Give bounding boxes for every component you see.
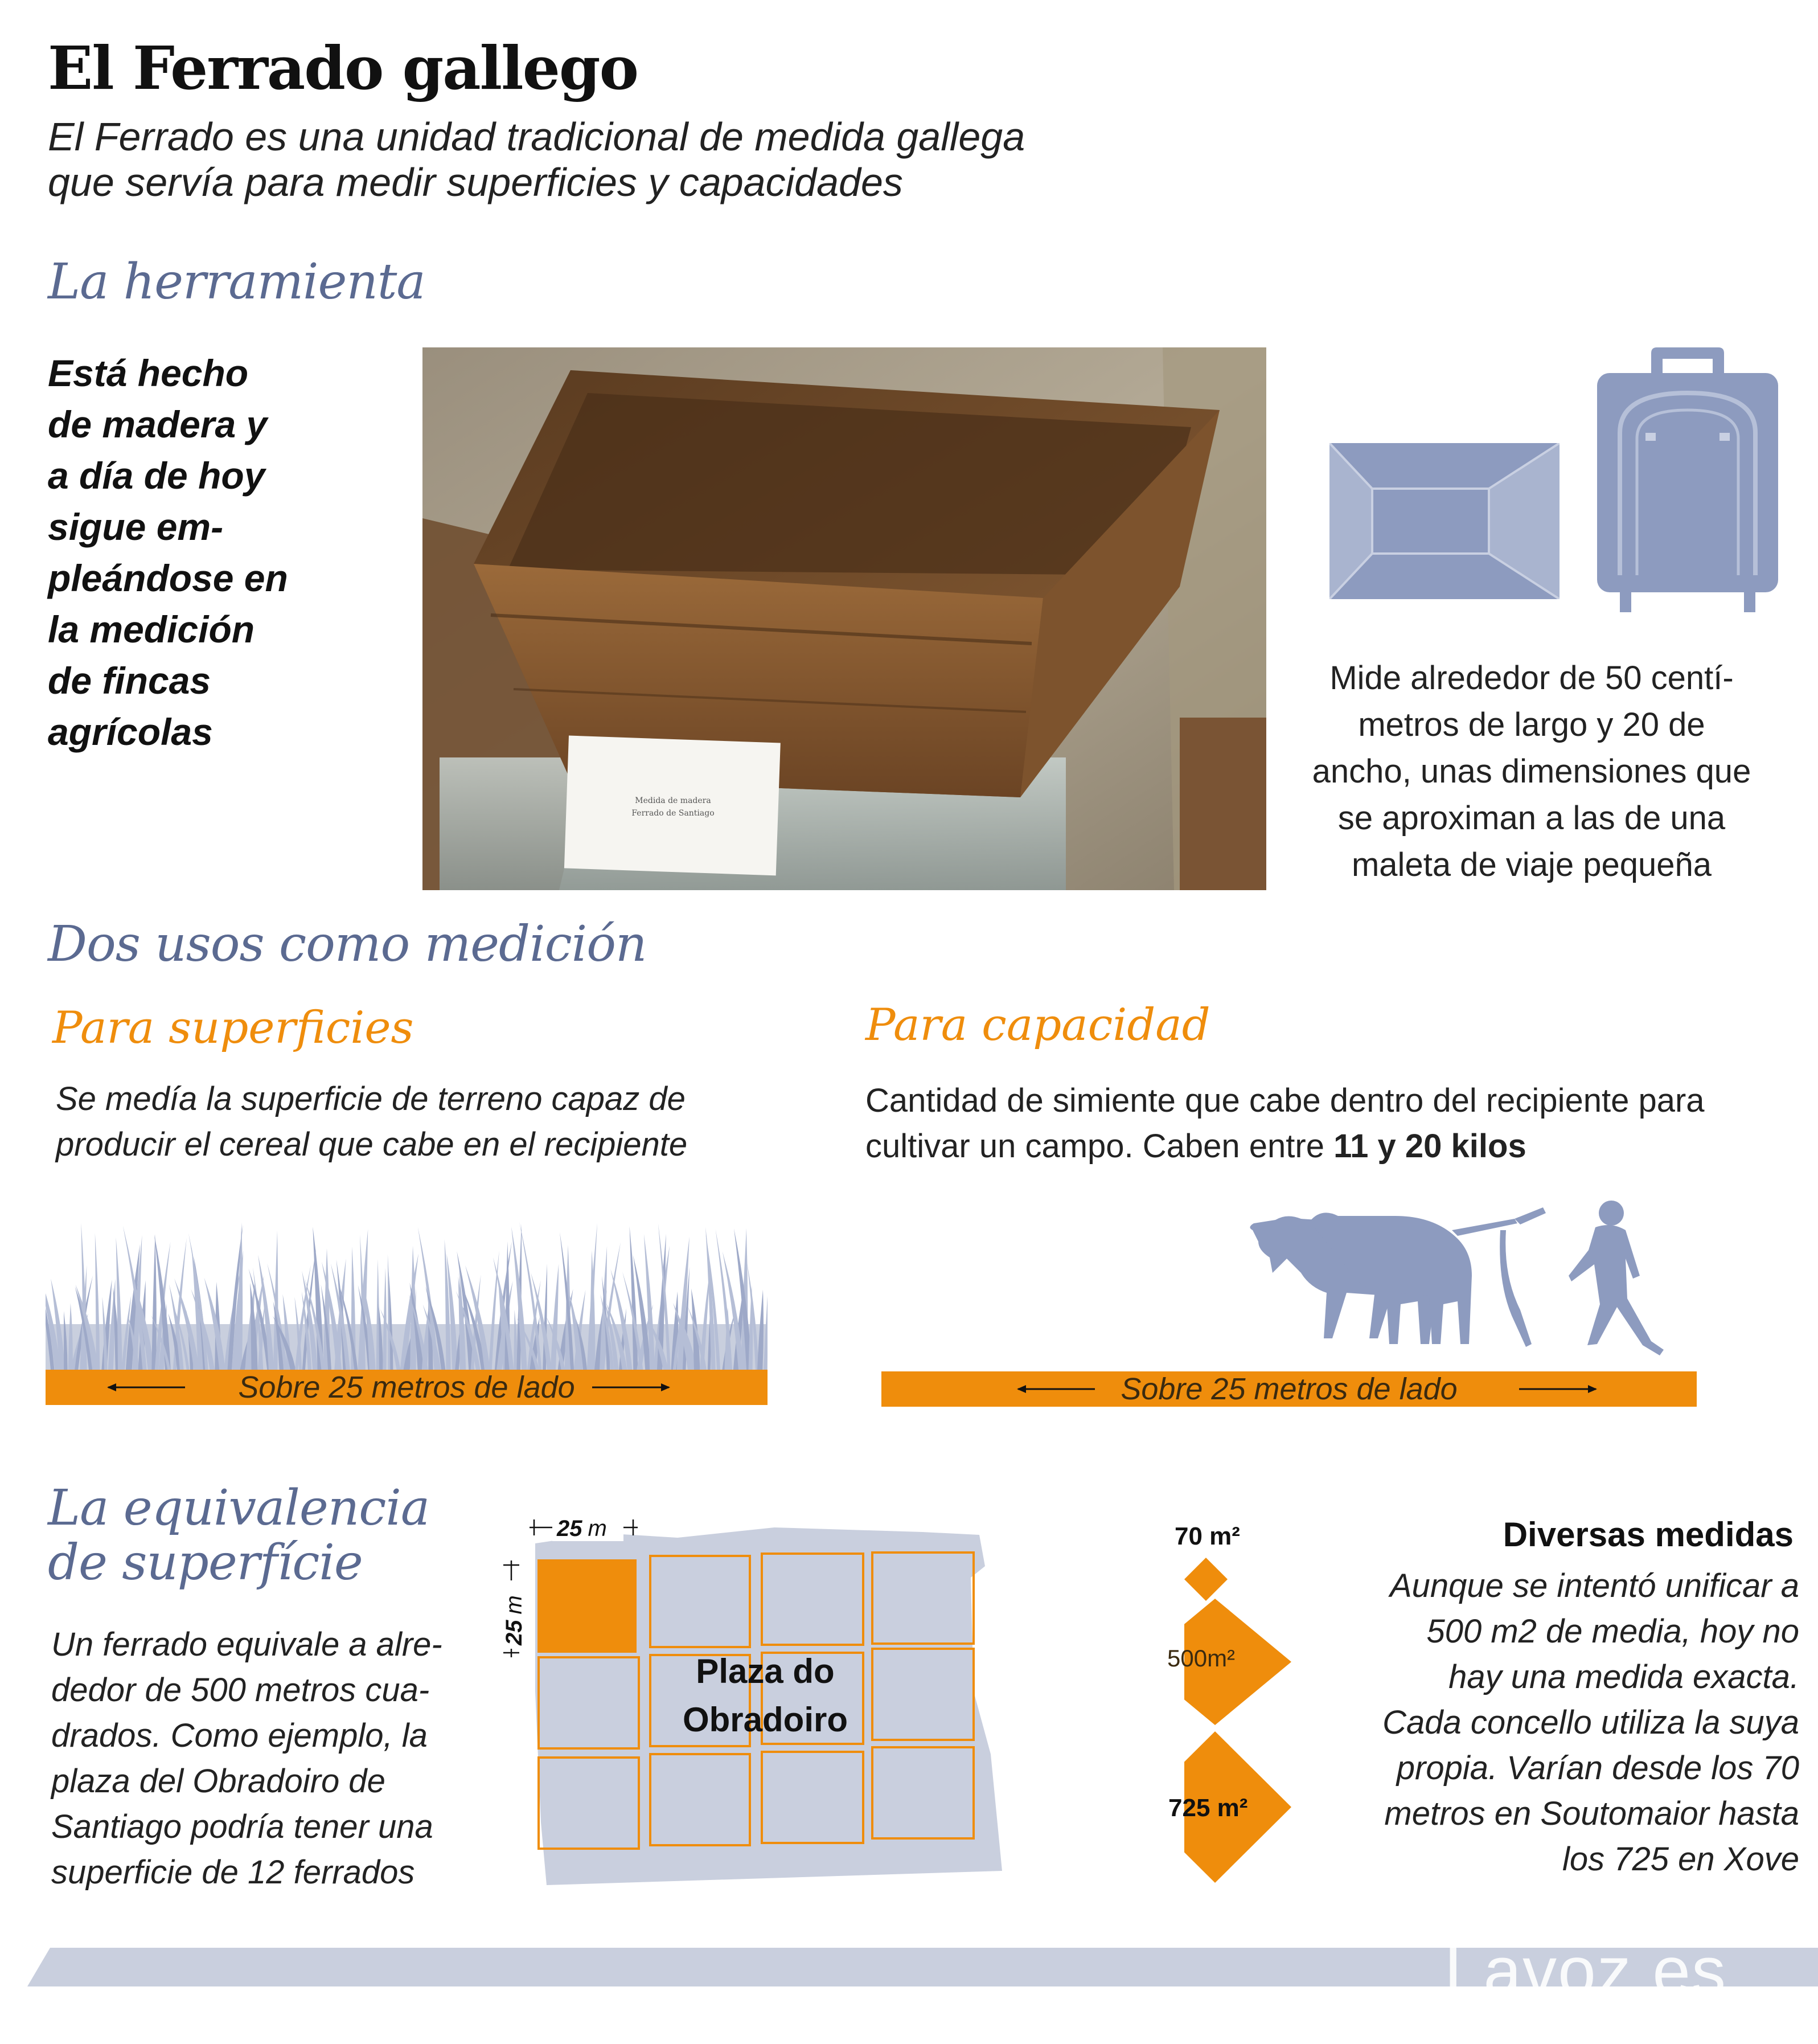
equivalencia-text <box>51 1622 507 1895</box>
desc-line <box>865 1124 1805 1169</box>
text-line: los 725 en Xove <box>1562 1841 1799 1878</box>
ferrado-square-highlight <box>539 1560 635 1652</box>
text-line: dedor de 500 metros cua- <box>51 1672 430 1709</box>
text-line: Aunque se intentó unificar a <box>1389 1567 1799 1604</box>
diamond-70 <box>1184 1558 1228 1601</box>
footer-brand-logo[interactable]: Lavoz.es <box>1444 1933 1727 2009</box>
heading-line: de superfície <box>48 1534 363 1591</box>
grass-illustration <box>46 1219 768 1370</box>
section-heading-herramienta: La herramienta <box>48 253 425 310</box>
desc-line: Cantidad de simiente que cabe dentro del recipiente para <box>865 1082 1705 1119</box>
text-line: 500 m2 de media, hoy no <box>1426 1613 1799 1650</box>
mide-line: ancho, unas dimensiones que <box>1312 753 1751 790</box>
text-line: hay una medida exacta. <box>1448 1658 1799 1695</box>
intro-line: de fincas <box>48 660 211 702</box>
plaza-label-line1: Plaza do <box>696 1652 835 1690</box>
plaza-map <box>490 1504 1065 1891</box>
desc-line: producir el cereal que cabe en el recipiente <box>56 1126 688 1163</box>
subtitle-line: El Ferrado es una unidad tradicional de medida gallega <box>48 114 1025 159</box>
text-line: propia. Varían desde los 70 <box>1396 1750 1799 1787</box>
text-line: Santiago podría tener una <box>51 1808 433 1845</box>
text-line: drados. Como ejemplo, la <box>51 1717 428 1754</box>
herramienta-intro <box>48 347 367 757</box>
card-text: Medida de madera <box>635 796 711 805</box>
diversas-text <box>1327 1563 1799 1882</box>
intro-line: agrícolas <box>48 711 213 753</box>
card-text: Ferrado de Santiago <box>631 809 715 818</box>
plaza-map-svg <box>490 1504 1065 1891</box>
suitcase-icon <box>1597 347 1778 612</box>
mide-line: se aproximan a las de una <box>1337 800 1726 837</box>
intro-line: a día de hoy <box>48 454 265 497</box>
section-heading-equivalencia <box>48 1481 429 1590</box>
superficies-heading: Para superficies <box>52 1002 414 1054</box>
mide-line: metros de largo y 20 de <box>1358 706 1705 743</box>
capacidad-description <box>865 1078 1805 1169</box>
intro-line: de madera y <box>48 403 268 445</box>
wooden-box-image <box>422 347 1266 890</box>
capacidad-length-bar <box>881 1371 1697 1407</box>
square-label-725: 725 m² <box>1168 1794 1248 1822</box>
square-label-500: 500m² <box>1167 1645 1236 1672</box>
intro-line: Está hecho <box>48 352 249 394</box>
intro-line: pleándose en <box>48 557 288 599</box>
superficies-length-bar <box>46 1370 768 1405</box>
capacidad-heading: Para capacidad <box>865 1000 1210 1051</box>
desc-line-text: cultivar un campo. Caben entre <box>865 1128 1334 1165</box>
grass-blade <box>151 1234 156 1370</box>
square-label-70: 70 m² <box>1175 1522 1240 1550</box>
heading-line: La equivalencia <box>48 1480 430 1537</box>
kilos-highlight: 11 y 20 kilos <box>1333 1128 1526 1165</box>
plaza-label-line2: Obradoiro <box>682 1701 848 1739</box>
diversas-heading: Diversas medidas <box>1503 1515 1794 1554</box>
intro-line: sigue em- <box>48 506 224 548</box>
intro-line: la medición <box>48 608 255 650</box>
mide-line: maleta de viaje pequeña <box>1351 846 1712 883</box>
text-line: metros en Soutomaior hasta <box>1384 1795 1799 1832</box>
oxen-plough-icon <box>1247 1196 1691 1370</box>
grass-blade <box>236 1223 243 1370</box>
ferrado-photo <box>422 347 1266 890</box>
grass-icon <box>46 1219 768 1370</box>
dimension-h-label: 25 m <box>557 1516 607 1541</box>
text-line: Un ferrado equivale a alre- <box>51 1626 442 1663</box>
page-title: El Ferrado gallego <box>48 33 638 103</box>
mide-line: Mide alrededor de 50 centí- <box>1329 660 1734 697</box>
text-line: plaza del Obradoiro de <box>51 1763 385 1800</box>
dimension-v-label: 25m <box>502 1595 527 1645</box>
text-line: superficie de 12 ferrados <box>51 1854 415 1891</box>
ferrado-topview-icon <box>1329 443 1560 599</box>
text-line: Cada concello utiliza la suya <box>1382 1704 1799 1741</box>
bar-label: Sobre 25 metros de lado <box>238 1370 575 1404</box>
plough-illustration <box>1247 1196 1691 1370</box>
bar-label: Sobre 25 metros de lado <box>1121 1372 1458 1406</box>
superficies-description <box>56 1076 796 1168</box>
section-heading-usos: Dos usos como medición <box>48 916 647 973</box>
page-subtitle <box>48 114 1025 205</box>
desc-line: Se medía la superficie de terreno capaz de <box>56 1080 686 1117</box>
subtitle-line: que servía para medir superficies y capacidades <box>48 160 903 204</box>
herramienta-dimensions-text <box>1275 655 1788 888</box>
